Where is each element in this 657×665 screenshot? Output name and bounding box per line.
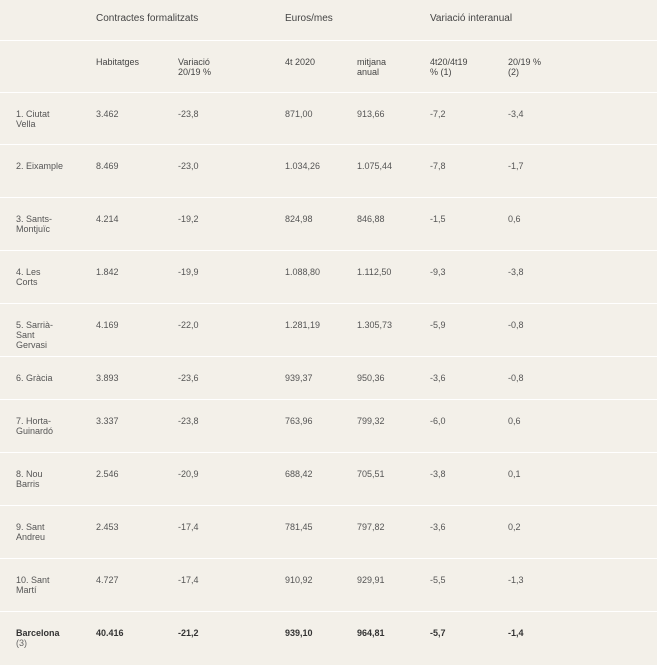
contracts-variation: -17,4 — [178, 575, 199, 585]
contracts-variation: -20,9 — [178, 469, 199, 479]
housing-count: 3.337 — [96, 416, 119, 426]
rent-annual-average: 929,91 — [357, 575, 385, 585]
district-name: 2. Eixample — [16, 161, 64, 171]
rent-variation-year: 0,6 — [508, 416, 521, 426]
rent-q4-2020: 1.034,26 — [285, 161, 321, 171]
contracts-variation: -19,9 — [178, 267, 199, 277]
table-row — [0, 198, 657, 251]
rent-q4-2020: 910,92 — [285, 575, 313, 585]
district-name: 6. Gràcia — [16, 373, 53, 383]
table-row — [0, 93, 657, 145]
contracts-variation: -19,2 — [178, 214, 199, 224]
rent-variation-q4: -5,5 — [430, 575, 446, 585]
housing-count: 2.546 — [96, 469, 119, 479]
rent-variation-q4: -3,6 — [430, 522, 446, 532]
table-row — [0, 251, 657, 304]
rent-variation-year: 0,2 — [508, 522, 521, 532]
housing-count: 3.893 — [96, 373, 119, 383]
rent-variation-q4: -7,2 — [430, 109, 446, 119]
district-name: 10. Sant Martí — [16, 575, 50, 595]
rent-annual-average: 1.112,50 — [357, 267, 392, 277]
rent-annual-average: 797,82 — [357, 522, 385, 532]
contracts-variation: -23,0 — [178, 161, 199, 171]
rent-q4-2020: 939,37 — [285, 373, 313, 383]
col-q4-variation: 4t20/4t19 % (1) — [430, 57, 468, 77]
table-row — [0, 357, 657, 400]
contracts-variation: -23,8 — [178, 416, 199, 426]
col-year-variation: 20/19 % (2) — [508, 57, 542, 77]
district-name: 7. Horta-Guinardó — [16, 416, 54, 436]
total-contracts-variation: -21,2 — [178, 628, 199, 638]
table-row — [0, 400, 657, 453]
rent-variation-q4: -7,8 — [430, 161, 446, 171]
rent-variation-year: -0,8 — [508, 320, 524, 330]
district-name: 1. Ciutat Vella — [16, 109, 50, 129]
total-district-name — [16, 628, 71, 648]
rent-annual-average: 1.305,73 — [357, 320, 393, 330]
rent-variation-year: -3,8 — [508, 267, 524, 277]
contracts-variation: -22,0 — [178, 320, 199, 330]
rent-variation-q4: -3,8 — [430, 469, 446, 479]
table-row — [0, 145, 657, 198]
group-header-row — [0, 0, 657, 41]
district-name: 3. Sants-Montjuïc — [16, 214, 53, 234]
total-note: (3) — [16, 638, 27, 648]
housing-count: 1.842 — [96, 267, 119, 277]
rent-annual-average: 799,32 — [357, 416, 385, 426]
rent-variation-q4: -6,0 — [430, 416, 446, 426]
rent-annual-average: 950,36 — [357, 373, 385, 383]
rent-variation-q4: -3,6 — [430, 373, 446, 383]
total-housing-count: 40.416 — [96, 628, 124, 638]
group-variation: Variació interanual — [430, 13, 513, 24]
col-variation-20-19: Variació 20/19 % — [178, 57, 212, 77]
group-euros: Euros/mes — [285, 13, 333, 24]
rent-q4-2020: 824,98 — [285, 214, 313, 224]
rent-variation-year: -3,4 — [508, 109, 524, 119]
col-q4-2020: 4t 2020 — [285, 57, 316, 67]
total-district-label: Barcelona — [16, 628, 60, 638]
total-rent-annual-average: 964,81 — [357, 628, 385, 638]
col-annual-average: mitjana anual — [357, 57, 387, 77]
rent-q4-2020: 1.281,19 — [285, 320, 321, 330]
rent-variation-q4: -9,3 — [430, 267, 446, 277]
rent-variation-year: -0,8 — [508, 373, 524, 383]
table-row — [0, 506, 657, 559]
rent-variation-year: 0,1 — [508, 469, 521, 479]
col-housing: Habitatges — [96, 57, 140, 67]
rent-annual-average: 1.075,44 — [357, 161, 393, 171]
housing-count: 8.469 — [96, 161, 119, 171]
housing-count: 4.727 — [96, 575, 119, 585]
rent-variation-year: -1,3 — [508, 575, 524, 585]
district-name: 4. Les Corts — [16, 267, 41, 287]
total-rent-variation-q4: -5,7 — [430, 628, 446, 638]
rent-q4-2020: 1.088,80 — [285, 267, 321, 277]
total-rent-variation-year: -1,4 — [508, 628, 524, 638]
district-name: 5. Sarrià-Sant Gervasi — [16, 320, 54, 350]
column-header-row — [0, 41, 657, 93]
total-rent-q4-2020: 939,10 — [285, 628, 313, 638]
rent-variation-year: -1,7 — [508, 161, 524, 171]
district-name: 9. Sant Andreu — [16, 522, 46, 542]
rent-variation-q4: -5,9 — [430, 320, 446, 330]
rent-annual-average: 705,51 — [357, 469, 385, 479]
contracts-variation: -23,6 — [178, 373, 199, 383]
rent-annual-average: 913,66 — [357, 109, 385, 119]
rent-annual-average: 846,88 — [357, 214, 385, 224]
rent-q4-2020: 688,42 — [285, 469, 313, 479]
housing-count: 4.169 — [96, 320, 119, 330]
table-row — [0, 304, 657, 357]
rent-q4-2020: 871,00 — [285, 109, 313, 119]
rent-q4-2020: 781,45 — [285, 522, 313, 532]
contracts-variation: -17,4 — [178, 522, 199, 532]
total-row — [0, 612, 657, 662]
housing-count: 3.462 — [96, 109, 119, 119]
rent-q4-2020: 763,96 — [285, 416, 313, 426]
group-contracts: Contractes formalitzats — [96, 13, 199, 24]
district-name: 8. Nou Barris — [16, 469, 43, 489]
table-row — [0, 453, 657, 506]
housing-count: 2.453 — [96, 522, 119, 532]
contracts-variation: -23,8 — [178, 109, 199, 119]
housing-count: 4.214 — [96, 214, 119, 224]
rent-variation-q4: -1,5 — [430, 214, 446, 224]
table-row — [0, 559, 657, 612]
rent-variation-year: 0,6 — [508, 214, 521, 224]
